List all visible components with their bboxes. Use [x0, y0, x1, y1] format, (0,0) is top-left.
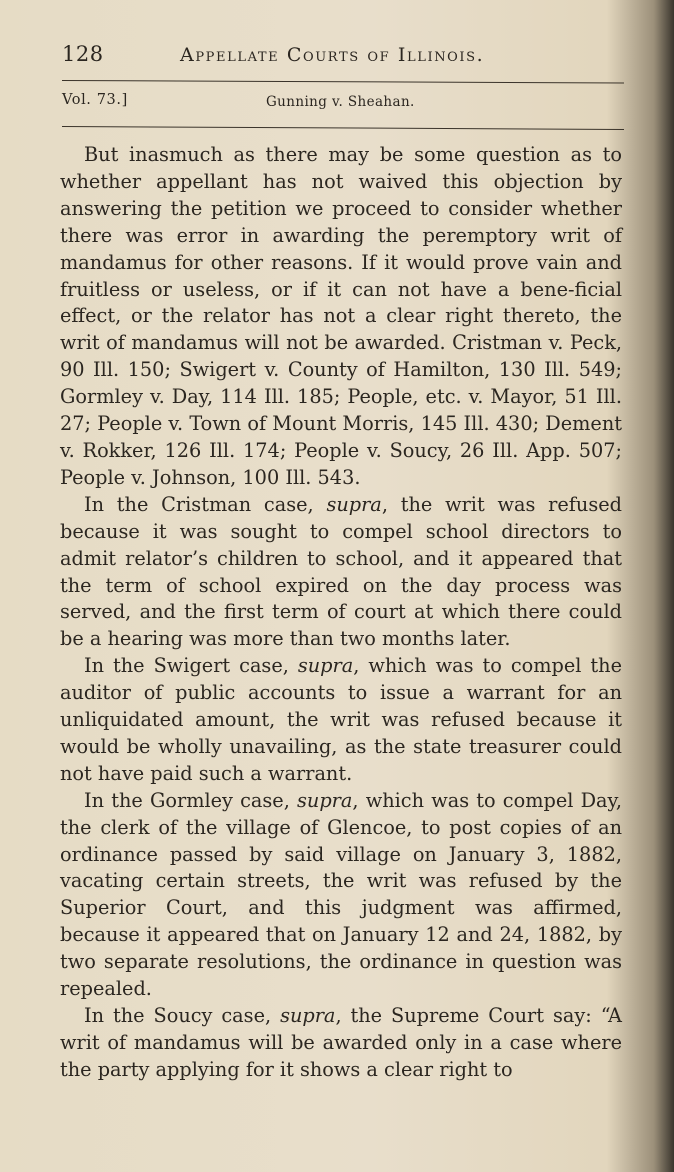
paragraph-5 — [60, 1003, 622, 1084]
paragraph-1 — [60, 142, 622, 492]
page-number: 128 — [62, 42, 104, 66]
paragraph-2-lead: In the Cristman case, — [84, 492, 327, 516]
paragraph-1-line: and fruitless or useless, or if it can not have a bene- — [60, 250, 622, 301]
case-subheader — [62, 90, 622, 114]
paragraph-1-line: etc. v. Mayor, 51 Ill. 27; People v. Town of Mount — [60, 385, 622, 436]
paragraph-3 — [60, 653, 622, 788]
paragraph-5-supra: supra — [280, 1004, 336, 1027]
paragraph-2 — [60, 492, 622, 653]
paragraph-5-lead: In the Soucy case, — [84, 1004, 281, 1027]
paragraph-1-line: whether appellant has not waived this objection by — [60, 169, 622, 193]
page-header — [62, 38, 622, 70]
paragraph-1-line: 130 Ill. 549; Gormley v. Day, 114 Ill. 185; People, — [60, 358, 622, 409]
paragraph-4-rest: , which was to compel Day, the clerk of the village of Glencoe, to post copies of an ordinance passed by said village on January 3, 1882, vacating certain streets, the writ was refused by the Superior Court, and this judgment was affirmed, because it appeared that on January 12 and 24, 1882, by two separate resolutions, the ordinance in question was repealed. — [60, 788, 622, 1001]
paragraph-1-line: the writ of mandamus will not be awarded. Cristman — [60, 304, 622, 355]
subheader-rule — [62, 126, 624, 130]
paragraph-3-lead: In the Swigert case, — [84, 654, 298, 678]
opinion-text — [60, 142, 622, 1084]
paragraph-1-line: People v. Soucy, 26 Ill. App. 507; People v. Johnson, — [60, 438, 622, 489]
paragraph-1-line: there was error in awarding the peremptory writ of — [60, 223, 622, 247]
header-rule — [62, 80, 624, 83]
paragraph-3-rest: , which was to compel the auditor of public accounts to issue a warrant for an unliquidated amount, the writ was refused because it would be wholly unavailing, as the state treasurer could not have paid such a warrant. — [60, 654, 622, 785]
paragraph-3-supra: supra — [297, 654, 354, 678]
case-title: Gunning v. Sheahan. — [266, 94, 415, 110]
paragraph-4-lead: In the Gormley case, — [84, 788, 298, 812]
paragraph-1-line: But inasmuch as there may be some question as to — [84, 143, 622, 166]
paragraph-1-line: v. Peck, 90 Ill. 150; Swigert v. County of Hamilton, — [60, 331, 623, 382]
paragraph-1-line: ficial effect, or the relator has not a clear right thereto, — [60, 277, 622, 328]
paragraph-4-supra: supra — [297, 788, 353, 812]
paragraph-1-line: 100 Ill. 543. — [242, 465, 361, 489]
paragraph-1-line: answering the petition we proceed to consider whether — [60, 196, 622, 220]
paragraph-2-rest: , the writ was refused because it was sought to compel school directors to admit relator’s children to school, and it appeared that the term of school expired on the day process was served, and the first term of court at which there could be a hearing was more than two months later. — [60, 492, 622, 651]
paragraph-5-rest: , the Supreme Court say: “A writ of mandamus will be awarded only in a case where the party applying for it shows a clear right to — [60, 1004, 622, 1081]
volume-label: Vol. 73.] — [62, 92, 128, 108]
running-title: Appellate Courts of Illinois. — [180, 44, 485, 66]
paragraph-2-supra: supra — [326, 492, 382, 516]
paragraph-1-line: Morris, 145 Ill. 430; Dement v. Rokker, 126 Ill. 174; — [60, 412, 622, 462]
paragraph-4 — [60, 788, 622, 1003]
paragraph-1-line: mandamus for other reasons. If it would prove vain — [60, 250, 578, 274]
